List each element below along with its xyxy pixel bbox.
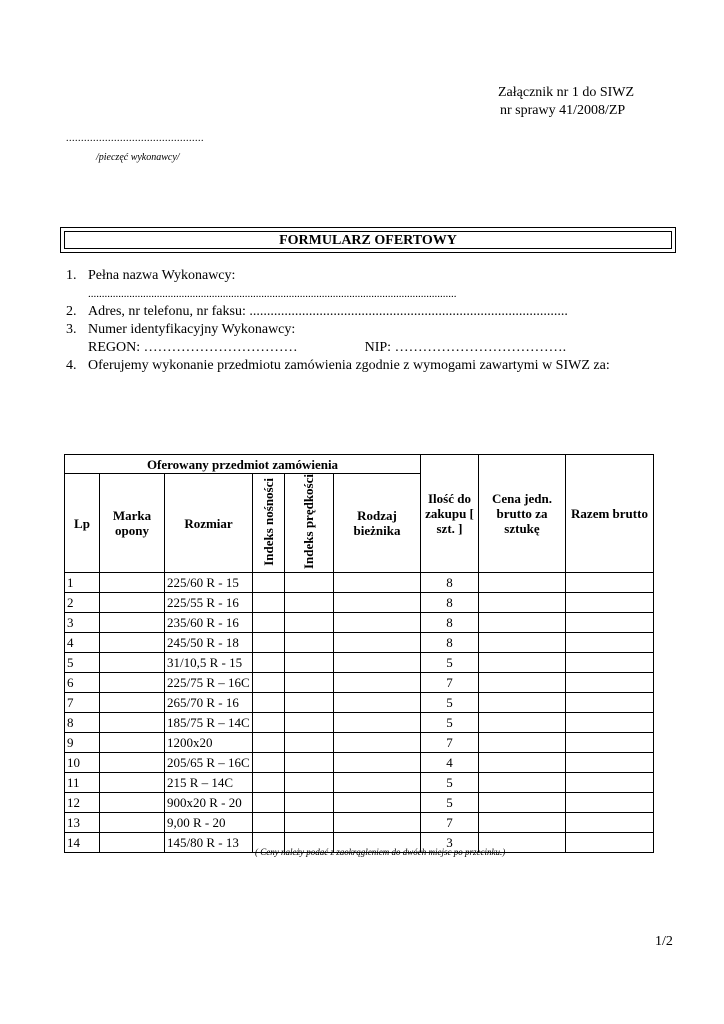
stamp-label: /pieczęć wykonawcy/ — [96, 152, 180, 163]
cell-lp: 1 — [65, 573, 100, 593]
annex-line-1: Załącznik nr 1 do SIWZ — [498, 85, 635, 100]
cell-lp: 6 — [65, 673, 100, 693]
cell-nosnosc[interactable] — [253, 753, 285, 773]
item-1 — [66, 267, 686, 285]
offer-table — [64, 454, 654, 853]
cell-bieznik[interactable] — [334, 573, 421, 593]
cell-ilosc: 7 — [421, 733, 479, 753]
table-row — [65, 753, 654, 773]
cell-nosnosc[interactable] — [253, 573, 285, 593]
title-box — [60, 227, 676, 253]
cell-rozmiar: 205/65 R – 16C — [165, 753, 253, 773]
cell-rozmiar: 235/60 R - 16 — [165, 613, 253, 633]
cell-marka[interactable] — [100, 733, 165, 753]
cell-rozmiar: 225/55 R - 16 — [165, 593, 253, 613]
cell-rozmiar: 1200x20 — [165, 733, 253, 753]
col-header-cena: Cena jedn. brutto za sztukę — [479, 455, 566, 573]
address-field[interactable]: Adres, nr telefonu, nr faksu: ........................................................................................... — [88, 304, 568, 319]
cell-bieznik[interactable] — [334, 613, 421, 633]
item-3-ids — [66, 339, 686, 357]
cell-ilosc: 3 — [421, 833, 479, 853]
cell-lp: 13 — [65, 813, 100, 833]
table-row — [65, 733, 654, 753]
col-header-predkosc-cell — [285, 474, 334, 573]
cell-marka[interactable] — [100, 813, 165, 833]
item-4 — [66, 357, 686, 375]
offer-rows — [65, 573, 654, 853]
cell-rozmiar: 31/10,5 R - 15 — [165, 653, 253, 673]
cell-nosnosc[interactable] — [253, 593, 285, 613]
cell-cena[interactable] — [479, 613, 566, 633]
cell-cena[interactable] — [479, 573, 566, 593]
cell-marka[interactable] — [100, 753, 165, 773]
col-header-rozmiar: Rozmiar — [165, 474, 253, 573]
group-header: Oferowany przedmiot zamówienia — [65, 455, 421, 474]
cell-predkosc[interactable] — [285, 793, 334, 813]
cell-bieznik[interactable] — [334, 773, 421, 793]
cell-rozmiar: 145/80 R - 13 — [165, 833, 253, 853]
cell-nosnosc[interactable] — [253, 733, 285, 753]
price-note: ( Ceny należy podać z zaokrągleniem do dwóch miejsc po przecinku.) — [255, 847, 506, 857]
cell-predkosc[interactable] — [285, 573, 334, 593]
table-row — [65, 633, 654, 653]
cell-nosnosc[interactable] — [253, 713, 285, 733]
cell-lp: 7 — [65, 693, 100, 713]
cell-predkosc[interactable] — [285, 773, 334, 793]
cell-cena[interactable] — [479, 633, 566, 653]
cell-razem[interactable] — [566, 613, 654, 633]
cell-lp: 11 — [65, 773, 100, 793]
cell-rozmiar: 245/50 R - 18 — [165, 633, 253, 653]
cell-nosnosc[interactable] — [253, 653, 285, 673]
cell-cena[interactable] — [479, 793, 566, 813]
form-items — [66, 267, 686, 375]
cell-razem[interactable] — [566, 753, 654, 773]
table-row — [65, 573, 654, 593]
table-row — [65, 693, 654, 713]
cell-rozmiar: 215 R – 14C — [165, 773, 253, 793]
cell-razem[interactable] — [566, 793, 654, 813]
col-header-razem: Razem brutto — [566, 455, 654, 573]
cell-bieznik[interactable] — [334, 693, 421, 713]
item-3 — [66, 321, 686, 339]
cell-ilosc: 5 — [421, 653, 479, 673]
cell-nosnosc[interactable] — [253, 793, 285, 813]
cell-marka[interactable] — [100, 713, 165, 733]
nip-field[interactable]: NIP: ………………………………. — [364, 340, 567, 355]
cell-bieznik[interactable] — [334, 753, 421, 773]
cell-cena[interactable] — [479, 693, 566, 713]
cell-predkosc[interactable] — [285, 673, 334, 693]
cell-ilosc: 8 — [421, 593, 479, 613]
cell-marka[interactable] — [100, 573, 165, 593]
col-header-lp: Lp — [65, 474, 100, 573]
table-row — [65, 713, 654, 733]
cell-marka[interactable] — [100, 613, 165, 633]
page-number: 1/2 — [655, 934, 673, 949]
cell-lp: 14 — [65, 833, 100, 853]
table-row — [65, 673, 654, 693]
cell-ilosc: 4 — [421, 753, 479, 773]
cell-cena[interactable] — [479, 653, 566, 673]
cell-razem[interactable] — [566, 693, 654, 713]
item-4-label: Oferujemy wykonanie przedmiotu zamówienia zgodnie z wymogami zawartymi w SIWZ za: — [88, 358, 610, 373]
annex-line-2: nr sprawy 41/2008/ZP — [500, 103, 626, 118]
cell-nosnosc[interactable] — [253, 813, 285, 833]
cell-rozmiar: 9,00 R - 20 — [165, 813, 253, 833]
cell-bieznik[interactable] — [334, 633, 421, 653]
cell-nosnosc[interactable] — [253, 633, 285, 653]
cell-ilosc: 5 — [421, 773, 479, 793]
col-header-predkosc: Indeks prędkości — [301, 474, 316, 569]
cell-predkosc[interactable] — [285, 653, 334, 673]
cell-razem[interactable] — [566, 833, 654, 853]
cell-bieznik[interactable] — [334, 713, 421, 733]
cell-nosnosc[interactable] — [253, 673, 285, 693]
table-row — [65, 793, 654, 813]
cell-razem[interactable] — [566, 633, 654, 653]
item-1-number: 1. — [66, 268, 77, 283]
cell-ilosc: 8 — [421, 633, 479, 653]
cell-razem[interactable] — [566, 653, 654, 673]
table-row — [65, 813, 654, 833]
cell-bieznik[interactable] — [334, 653, 421, 673]
cell-predkosc[interactable] — [285, 713, 334, 733]
cell-bieznik[interactable] — [334, 813, 421, 833]
cell-lp: 10 — [65, 753, 100, 773]
cell-marka[interactable] — [100, 593, 165, 613]
form-title: FORMULARZ OFERTOWY — [64, 231, 672, 249]
cell-razem[interactable] — [566, 593, 654, 613]
cell-predkosc[interactable] — [285, 733, 334, 753]
cell-predkosc[interactable] — [285, 813, 334, 833]
col-header-ilosc: Ilość do zakupu [ szt. ] — [421, 455, 479, 573]
item-2-number: 2. — [66, 304, 77, 319]
cell-bieznik[interactable] — [334, 733, 421, 753]
cell-cena[interactable] — [479, 813, 566, 833]
cell-razem[interactable] — [566, 733, 654, 753]
cell-marka[interactable] — [100, 793, 165, 813]
cell-marka[interactable] — [100, 693, 165, 713]
cell-predkosc[interactable] — [285, 593, 334, 613]
cell-marka[interactable] — [100, 673, 165, 693]
cell-ilosc: 5 — [421, 793, 479, 813]
cell-bieznik[interactable] — [334, 673, 421, 693]
cell-marka[interactable] — [100, 833, 165, 853]
cell-lp: 12 — [65, 793, 100, 813]
cell-predkosc[interactable] — [285, 633, 334, 653]
cell-nosnosc[interactable] — [253, 693, 285, 713]
cell-ilosc: 8 — [421, 573, 479, 593]
cell-razem[interactable] — [566, 813, 654, 833]
cell-rozmiar: 265/70 R - 16 — [165, 693, 253, 713]
contractor-name-field[interactable]: ...................................................................................................................................... — [88, 288, 457, 300]
cell-razem[interactable] — [566, 773, 654, 793]
cell-cena[interactable] — [479, 713, 566, 733]
cell-nosnosc[interactable] — [253, 613, 285, 633]
table-row — [65, 613, 654, 633]
cell-ilosc: 7 — [421, 673, 479, 693]
cell-marka[interactable] — [100, 773, 165, 793]
item-3-label: Numer identyfikacyjny Wykonawcy: — [88, 322, 296, 337]
item-1-fill — [66, 285, 686, 303]
cell-cena[interactable] — [479, 593, 566, 613]
col-header-nosnosc-cell — [253, 474, 285, 573]
cell-predkosc[interactable] — [285, 613, 334, 633]
regon-field[interactable]: REGON: …………………………… — [88, 340, 298, 355]
col-header-marka: Marka opony — [100, 474, 165, 573]
cell-rozmiar: 225/60 R - 15 — [165, 573, 253, 593]
cell-ilosc: 7 — [421, 813, 479, 833]
cell-ilosc: 5 — [421, 713, 479, 733]
cell-rozmiar: 900x20 R - 20 — [165, 793, 253, 813]
table-row — [65, 593, 654, 613]
cell-marka[interactable] — [100, 633, 165, 653]
cell-predkosc[interactable] — [285, 693, 334, 713]
table-row — [65, 653, 654, 673]
table-row — [65, 773, 654, 793]
item-4-number: 4. — [66, 358, 77, 373]
cell-lp: 5 — [65, 653, 100, 673]
cell-cena[interactable] — [479, 733, 566, 753]
cell-rozmiar: 185/75 R – 14C — [165, 713, 253, 733]
cell-bieznik[interactable] — [334, 793, 421, 813]
item-1-label: Pełna nazwa Wykonawcy: — [88, 268, 236, 283]
cell-razem[interactable] — [566, 673, 654, 693]
cell-razem[interactable] — [566, 573, 654, 593]
cell-lp: 4 — [65, 633, 100, 653]
item-2 — [66, 303, 686, 321]
col-header-nosnosc: Indeks nośności — [260, 477, 276, 566]
cell-lp: 2 — [65, 593, 100, 613]
cell-razem[interactable] — [566, 713, 654, 733]
item-3-number: 3. — [66, 322, 77, 337]
cell-predkosc[interactable] — [285, 753, 334, 773]
cell-lp: 8 — [65, 713, 100, 733]
cell-lp: 9 — [65, 733, 100, 753]
cell-ilosc: 8 — [421, 613, 479, 633]
cell-rozmiar: 225/75 R – 16C — [165, 673, 253, 693]
annex-header — [498, 84, 634, 120]
cell-marka[interactable] — [100, 653, 165, 673]
col-header-bieznik: Rodzaj bieżnika — [334, 474, 421, 573]
stamp-dots: .............................................. — [66, 133, 204, 144]
cell-ilosc: 5 — [421, 693, 479, 713]
cell-cena[interactable] — [479, 773, 566, 793]
cell-nosnosc[interactable] — [253, 773, 285, 793]
cell-cena[interactable] — [479, 673, 566, 693]
cell-bieznik[interactable] — [334, 593, 421, 613]
cell-cena[interactable] — [479, 753, 566, 773]
cell-lp: 3 — [65, 613, 100, 633]
